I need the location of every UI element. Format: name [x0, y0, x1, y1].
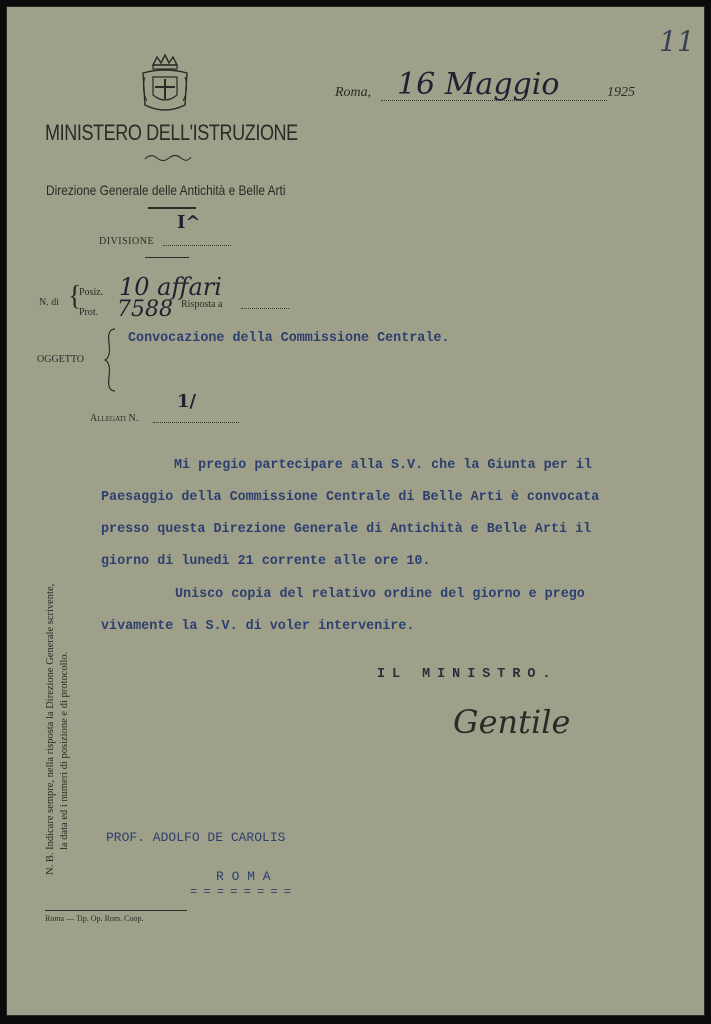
- divisione-number: I^: [177, 212, 201, 233]
- divisione-label: DIVISIONE: [99, 236, 155, 247]
- footer-rule: [45, 910, 187, 911]
- posiz-label: Posiz.: [79, 287, 104, 298]
- ministry-title: MINISTERO DELL'ISTRUZIONE: [45, 120, 298, 145]
- ornament-flourish: [143, 153, 193, 163]
- coat-of-arms-emblem: [139, 53, 191, 115]
- body-line-2: Paesaggio della Commissione Centrale di Belle Arti è convocata: [101, 490, 600, 505]
- dateline-place: Roma,: [335, 85, 372, 100]
- risposta-label: Risposta a: [181, 299, 223, 310]
- prot-value: 7588: [117, 297, 173, 322]
- addressee-underline: = = = = = = = =: [190, 885, 291, 899]
- divisione-underline: [145, 257, 189, 258]
- allegati-label: Allegati N.: [90, 413, 139, 424]
- document-sheet: [6, 6, 705, 1016]
- direzione-line: Direzione Generale delle Antichità e Belle Arti: [46, 182, 286, 198]
- side-note-line-1: N. B. Indicare sempre, nella risposta la Direzione Generale scrivente,: [45, 583, 56, 875]
- body-line-6: vivamente la S.V. di voler intervenire.: [101, 619, 415, 634]
- risposta-rule: [241, 308, 289, 309]
- addressee-name: PROF. ADOLFO DE CAROLIS: [106, 830, 286, 845]
- body-line-3: presso questa Direzione Generale di Antichità e Belle Arti il: [101, 522, 592, 537]
- dateline-year: 1925: [607, 85, 635, 100]
- page-number: 11: [659, 25, 695, 58]
- allegati-value: 1/: [177, 391, 197, 412]
- n-di-label: N. di: [39, 297, 59, 308]
- oggetto-text: Convocazione della Commissione Centrale.: [128, 331, 450, 346]
- printer-imprint: Roma — Tip. Op. Rom. Coop.: [45, 914, 144, 923]
- allegati-rule: [153, 422, 239, 423]
- oggetto-label: OGGETTO: [37, 354, 85, 365]
- body-line-1: Mi pregio partecipare alla S.V. che la Giunta per il: [174, 458, 592, 473]
- divider-rule: [148, 207, 196, 209]
- brace-open: {: [68, 281, 82, 312]
- addressee-city: R O M A: [216, 869, 271, 884]
- posiz-value: 10 affari: [119, 273, 222, 301]
- closing-title: IL MINISTRO.: [377, 667, 558, 682]
- divisione-rule: [163, 245, 231, 246]
- prot-label: Prot.: [79, 307, 99, 318]
- body-line-4: giorno di lunedì 21 corrente alle ore 10.: [101, 554, 431, 569]
- body-line-5: Unisco copia del relativo ordine del giorno e prego: [175, 587, 585, 602]
- side-note-line-2: la data ed i numeri di posizione e di protocollo.: [59, 651, 70, 850]
- minister-signature: Gentile: [453, 703, 571, 741]
- oggetto-brace: [103, 327, 117, 393]
- dateline-day-month: 16 Maggio: [397, 67, 560, 102]
